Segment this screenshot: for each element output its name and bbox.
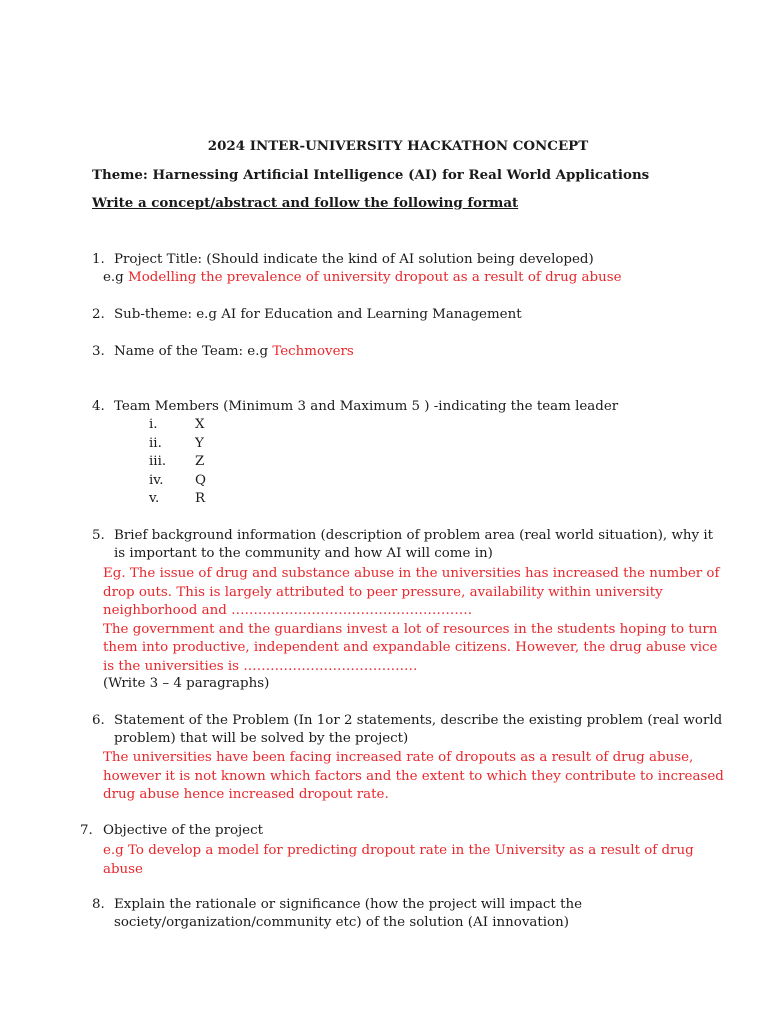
member-name-3: Z <box>195 454 205 469</box>
example-line: neighborhood and ……………………………………………… <box>103 603 473 618</box>
example-line: however it is not known which factors and the extent to which they contribute to increased <box>103 768 724 784</box>
member-roman-2: ii. <box>149 436 162 451</box>
item-1-example-prefix: e.g <box>103 270 124 285</box>
item-7-text: Objective of the project <box>103 823 263 838</box>
member-name-5: R <box>195 491 206 506</box>
item-1-number: 1. <box>92 252 105 267</box>
item-5-example-paragraphs <box>103 565 720 676</box>
item-6-number: 6. <box>92 713 105 728</box>
member-roman-3: iii. <box>149 454 167 469</box>
item-7-number: 7. <box>80 823 93 838</box>
item-8-line-1: Explain the rationale or significance (how the project will impact the <box>114 897 582 912</box>
item-3-text <box>114 344 354 359</box>
item-3-number: 3. <box>92 344 105 359</box>
item-6-example <box>103 749 724 805</box>
item-4-text: Team Members (Minimum 3 and Maximum 5 ) -indicating the team leader <box>114 399 619 414</box>
example-line: The universities have been facing increased rate of dropouts as a result of drug abuse, <box>103 750 694 765</box>
item-3-example: Techmovers <box>272 344 354 359</box>
item-6-line-2: problem) that will be solved by the project) <box>114 731 409 746</box>
theme-heading: Theme: Harnessing Artificial Intelligence (AI) for Real World Applications <box>92 167 650 183</box>
item-2-text: Sub-theme: e.g AI for Education and Learning Management <box>114 307 522 322</box>
item-2-number: 2. <box>92 307 105 322</box>
example-line: Eg. The issue of drug and substance abuse in the universities has increased the number of <box>103 566 720 581</box>
member-roman-4: iv. <box>149 473 164 488</box>
example-line: drop outs. This is largely attributed to peer pressure, availability within university <box>103 584 663 600</box>
item-8-number: 8. <box>92 897 105 912</box>
example-line: abuse <box>103 861 143 877</box>
item-5-line-2: is important to the community and how AI will come in) <box>114 546 493 561</box>
item-5-line-1: Brief background information (description of problem area (real world situation), why it <box>114 528 714 543</box>
member-roman-5: v. <box>149 491 160 506</box>
member-name-2: Y <box>195 436 204 451</box>
item-1-text: Project Title: (Should indicate the kind of AI solution being developed) <box>114 252 594 267</box>
item-5-note: (Write 3 – 4 paragraphs) <box>103 676 270 691</box>
item-6-line-1: Statement of the Problem (In 1or 2 statements, describe the existing problem (real world <box>114 713 723 728</box>
item-7-example <box>103 842 709 879</box>
example-line: e.g To develop a model for predicting dropout rate in the University as a result of drug <box>103 843 694 858</box>
item-4-number: 4. <box>92 399 105 414</box>
member-name-4: Q <box>195 473 206 488</box>
example-line: is the universities is ………………………………… <box>103 658 418 674</box>
item-1-example <box>103 270 622 285</box>
item-8-line-2: society/organization/community etc) of the solution (AI innovation) <box>114 915 569 930</box>
member-name-1: X <box>195 417 205 432</box>
item-5-number: 5. <box>92 528 105 543</box>
member-roman-1: i. <box>149 417 158 432</box>
item-1-example-text: Modelling the prevalence of university dropout as a result of drug abuse <box>128 270 622 285</box>
example-line: The government and the guardians invest a lot of resources in the students hoping to turn <box>103 621 718 637</box>
example-line: them into productive, independent and expandable citizens. However, the drug abuse vice <box>103 640 718 655</box>
example-line: drug abuse hence increased dropout rate. <box>103 787 389 802</box>
document-title: 2024 INTER-UNIVERSITY HACKATHON CONCEPT <box>207 138 589 154</box>
item-3-label: Name of the Team: e.g <box>114 344 269 359</box>
instruction-heading: Write a concept/abstract and follow the following format <box>92 195 519 211</box>
